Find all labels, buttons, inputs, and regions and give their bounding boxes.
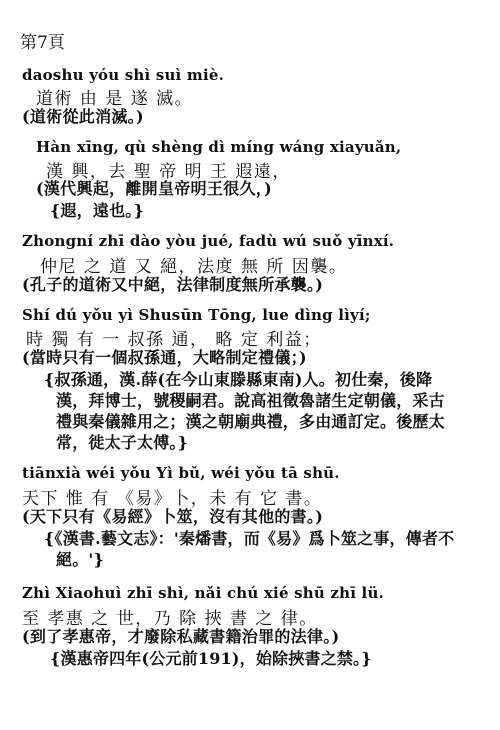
note-line: 禮與秦儀雜用之；漢之朝廟典禮，多由通訂定。後歷太 [56, 412, 445, 431]
note-line: 常，徙太子太傅。} [56, 433, 189, 452]
translation-line: (漢代興起，離開皇帝明王很久，) [36, 179, 272, 198]
note-line: 絕。'} [56, 550, 104, 569]
translation-line: (當時只有一個叔孫通，大略制定禮儀；) [22, 348, 307, 367]
translation-line: (到了孝惠帝，才廢除私藏書籍治罪的法律。) [22, 627, 340, 646]
note-line: {叔孫通，漢.薛(在今山東滕縣東南)人。初仕秦，後降 [44, 370, 433, 389]
note-line: 漢，拜博士，號稷嗣君。說高祖徵魯諸生定朝儀，采古 [56, 391, 445, 410]
hanzi-line: 漢 興，去 聖 帝 明 王 遐遠， [46, 162, 291, 182]
translation-line: (道術從此消滅。) [22, 107, 144, 126]
page-label: 第7頁 [20, 33, 65, 53]
hanzi-line: 仲尼 之 道 又 絕，法度 無 所 因襲。 [40, 257, 348, 277]
note-line: {《漢書.藝文志》：'秦燔書，而《易》爲卜筮之事，傳者不 [44, 529, 455, 548]
pinyin-line: daoshu yóu shì suì miè. [22, 66, 225, 84]
hanzi-line: 時 獨 有 一 叔孫 通， 略 定 利益； [26, 330, 322, 350]
pinyin-line: Shí dú yǒu yì Shusūn Tōng, lue dìng lìyí; [22, 306, 371, 324]
hanzi-line: 道術 由 是 遂 滅。 [36, 89, 194, 109]
translation-line: (天下只有《易經》卜筮，沒有其他的書。) [22, 507, 324, 526]
hanzi-line: 天下 惟 有 《易》卜，未 有 它 書。 [22, 489, 323, 509]
note-line: {遐，遠也。} [50, 201, 144, 220]
pinyin-line: Zhongní zhī dào yòu jué, fadù wú suǒ yīnxí. [22, 232, 395, 250]
pinyin-line: Hàn xīng, qù shèng dì míng wáng xiayuǎn, [36, 138, 402, 156]
pinyin-line: Zhì Xiaohuì zhī shì, nǎi chú xié shū zhī lü. [22, 584, 384, 602]
translation-line: (孔子的道術又中絕，法律制度無所承襲。) [22, 275, 324, 294]
pinyin-line: tiānxià wéi yǒu Yì bǔ, wéi yǒu tā shū. [22, 464, 340, 482]
hanzi-line: 至 孝惠 之 世，乃 除 挾 書 之 律。 [22, 609, 318, 629]
note-line: {漢惠帝四年(公元前191)，始除挾書之禁。} [50, 649, 372, 668]
